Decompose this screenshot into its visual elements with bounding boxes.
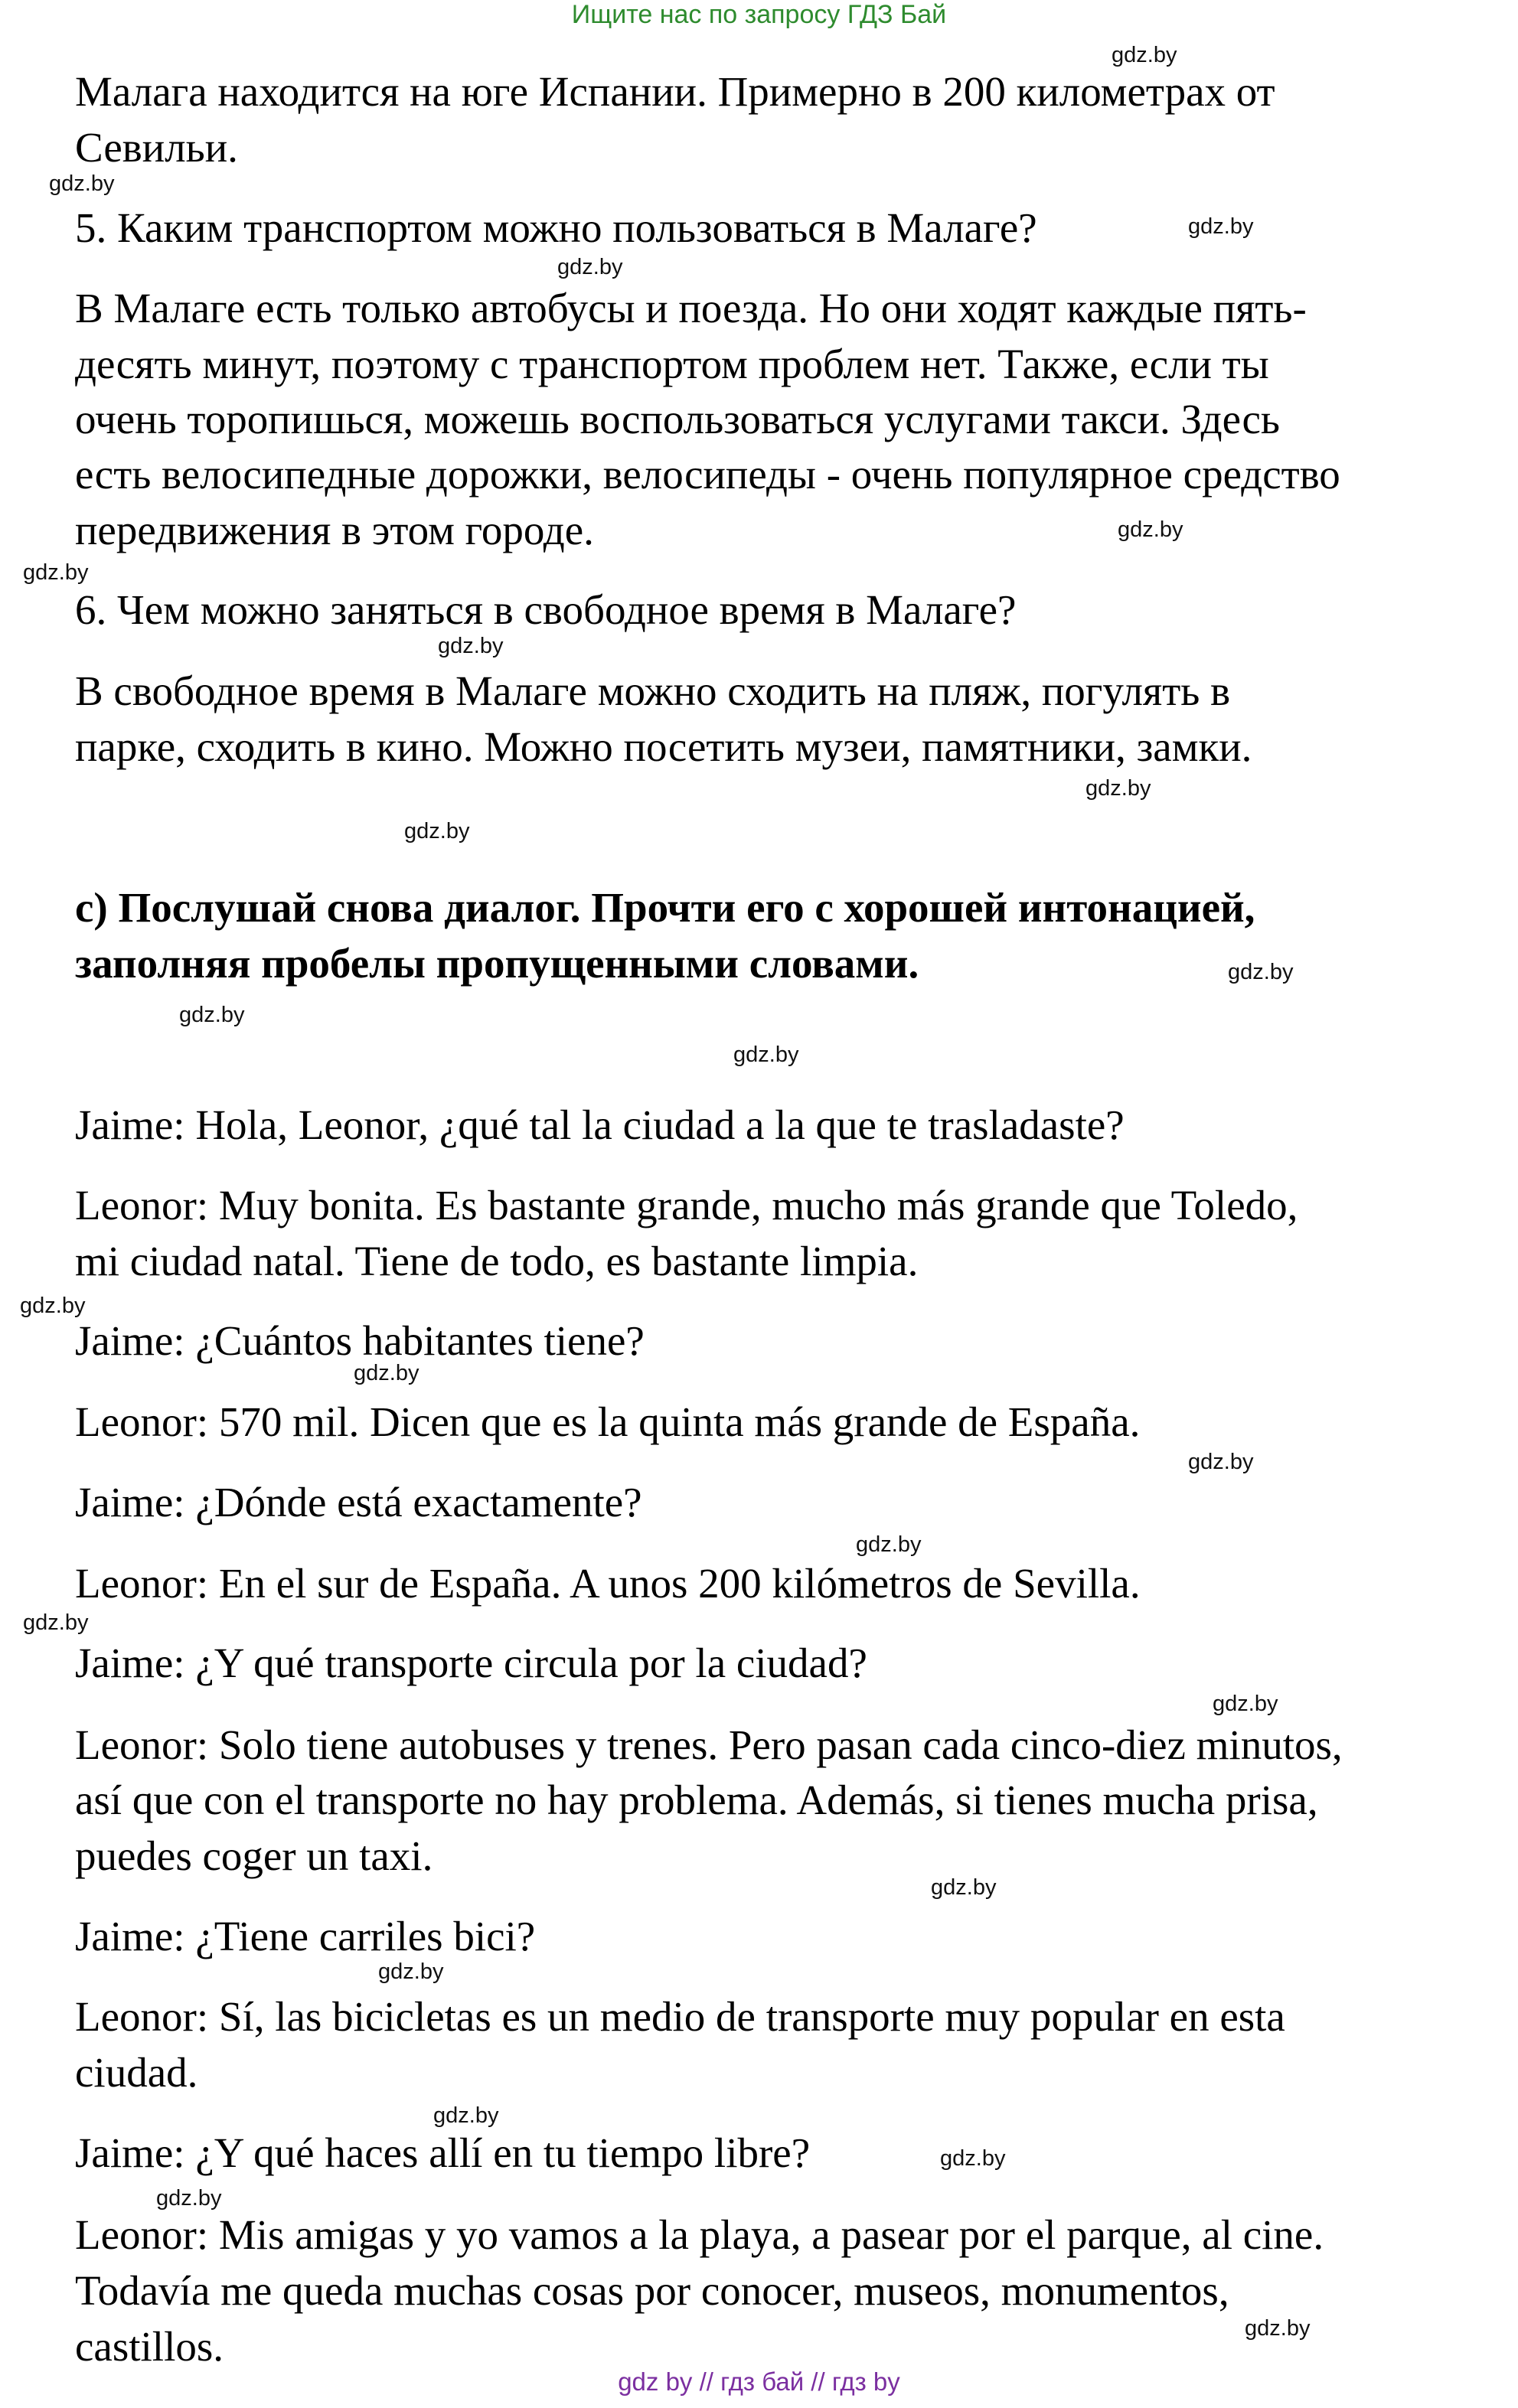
watermark: gdz.by [156,2186,222,2211]
watermark: gdz.by [404,819,470,843]
dialogue-line: Jaime: ¿Tiene carriles bici? [75,1913,536,1959]
dialogue-line: mi ciudad natal. Tiene de todo, es bastante limpia. [75,1238,919,1284]
answer-line: десять минут, поэтому с транспортом проблем нет. Также, если ты [75,341,1269,387]
watermark: gdz.by [856,1532,922,1557]
watermark: gdz.by [1118,517,1183,542]
answer-line: передвижения в этом городе. [75,507,594,553]
watermark: gdz.by [931,1875,997,1900]
dialogue-line: Jaime: Hola, Leonor, ¿qué tal la ciudad a la que te trasladaste? [75,1101,1125,1148]
watermark: gdz.by [354,1361,419,1385]
watermark: gdz.by [1188,214,1254,239]
watermark: gdz.by [1213,1692,1278,1716]
dialogue-line: así que con el transporte no hay problema. Además, si tienes mucha prisa, [75,1777,1318,1823]
dialogue-line: Leonor: En el sur de España. A unos 200 kilómetros de Sevilla. [75,1560,1141,1607]
dialogue-line: Leonor: 570 mil. Dicen que es la quinta más grande de España. [75,1398,1141,1445]
watermark: gdz.by [1228,960,1294,984]
watermark: gdz.by [23,560,89,585]
answer-line: Малага находится на юге Испании. Примерно в 200 километрах от [75,68,1275,115]
dialogue-line: ciudad. [75,2049,198,2096]
watermark: gdz.by [557,255,623,279]
dialogue-line: Jaime: ¿Y qué haces allí en tu tiempo libre? [75,2129,811,2176]
dialogue-line: Leonor: Muy bonita. Es bastante grande, mucho más grande que Toledo, [75,1182,1298,1228]
task-heading: c) Послушай снова диалог. Прочти его с хорошей интонацией, [75,884,1255,931]
dialogue-line: Jaime: ¿Dónde está exactamente? [75,1479,642,1525]
watermark: gdz.by [20,1294,86,1318]
answer-line: В Малаге есть только автобусы и поезда. Но они ходят каждые пять- [75,285,1307,331]
header-search-link[interactable]: Ищите нас по запросу ГДЗ Бай [571,0,947,29]
answer-line: парке, сходить в кино. Можно посетить музеи, памятники, замки. [75,723,1252,770]
dialogue-line: Leonor: Sí, las bicicletas es un medio de transporte muy popular en esta [75,1993,1285,2040]
dialogue-line: Todavía me queda muchas cosas por conocer, museos, monumentos, [75,2267,1229,2314]
dialogue-line: puedes coger un taxi. [75,1832,433,1879]
watermark: gdz.by [940,2146,1006,2171]
dialogue-line: Jaime: ¿Cuántos habitantes tiene? [75,1317,645,1364]
dialogue-line: castillos. [75,2323,224,2370]
dialogue-line: Leonor: Mis amigas y yo vamos a la playa, a pasear por el parque, al cine. [75,2211,1324,2258]
answer-line: В свободное время в Малаге можно сходить на пляж, погулять в [75,667,1231,714]
question-6: 6. Чем можно заняться в свободное время в Малаге? [75,586,1017,633]
watermark: gdz.by [438,634,504,658]
watermark: gdz.by [433,2103,499,2128]
watermark: gdz.by [733,1042,799,1067]
question-5: 5. Каким транспортом можно пользоваться в Малаге? [75,204,1037,251]
watermark: gdz.by [378,1959,444,1984]
answer-line: есть велосипедные дорожки, велосипеды - очень популярное средство [75,451,1340,498]
watermark: gdz.by [1085,776,1151,801]
watermark: gdz.by [1245,2316,1311,2341]
footer-links[interactable]: gdz by // гдз бай // гдз by [618,2367,900,2396]
answer-line: очень торопишься, можешь воспользоваться услугами такси. Здесь [75,396,1280,442]
dialogue-line: Jaime: ¿Y qué transporte circula por la ciudad? [75,1640,867,1686]
watermark: gdz.by [49,171,115,196]
watermark: gdz.by [23,1610,89,1635]
task-heading: заполняя пробелы пропущенными словами. [75,940,919,987]
answer-line: Севильи. [75,124,238,171]
watermark: gdz.by [179,1003,245,1027]
watermark: gdz.by [1188,1450,1254,1474]
dialogue-line: Leonor: Solo tiene autobuses y trenes. Pero pasan cada cinco-diez minutos, [75,1721,1343,1768]
watermark: gdz.by [1112,43,1177,67]
